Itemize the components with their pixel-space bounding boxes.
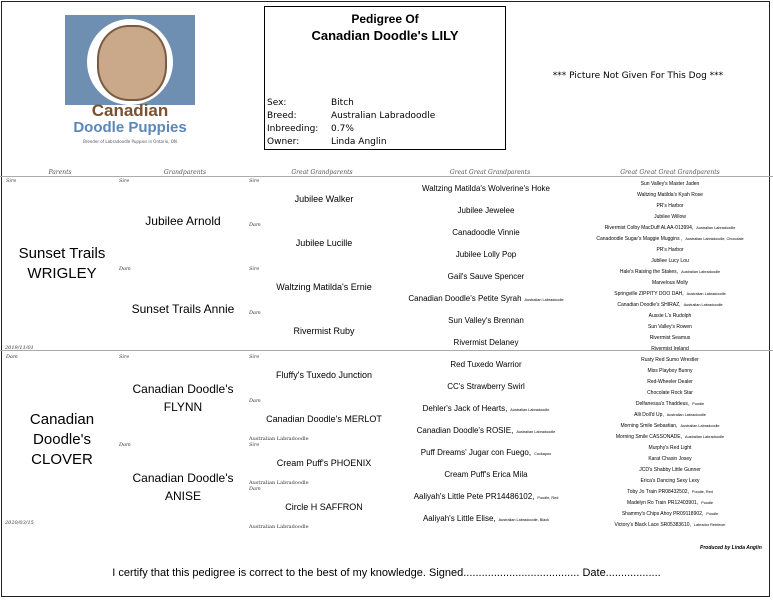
relation-tag: Sire: [249, 266, 260, 272]
grandparent-name: Canadian Doodle's ANISE: [132, 471, 234, 503]
great-great-grandparent-row: [400, 206, 572, 215]
relation-tag: Dam: [249, 398, 261, 404]
great-great-great-grandparent-row: [580, 302, 760, 308]
kennel-logo: [55, 5, 205, 155]
great-great-great-grandparent-name: Victory's Black Lace SR05383610,: [614, 522, 691, 528]
great-great-great-grandparent-row: [580, 258, 760, 264]
great-great-great-grandparent-row: [580, 280, 760, 286]
great-great-great-grandparent-row: [580, 368, 760, 374]
relation-tag: Sire: [6, 178, 17, 184]
great-grandparent-name: Rivermist Ruby: [293, 326, 355, 336]
relation-tag: Sire: [249, 442, 260, 448]
great-great-grandparent-name: Cream Puff's Erica Mila: [444, 470, 528, 479]
great-great-grandparent-row: [400, 228, 572, 237]
great-great-great-grandparent-row: [580, 445, 760, 451]
relation-tag: Sire: [249, 354, 260, 360]
header-parents: Parents: [48, 169, 72, 176]
great-great-grandparent-name: Puff Dreams' Jugar con Fuego,: [420, 448, 532, 457]
relation-tag: Sire: [119, 354, 130, 360]
breed-value: Australian Labradoodle: [331, 111, 436, 121]
breed-annotation: Australian Labradoodle, Chocolate: [685, 237, 744, 241]
great-great-great-grandparent-row: [580, 324, 760, 330]
breed-annotation: Australian Labradoodle: [686, 292, 726, 296]
great-great-great-grandparent-name: PR's Harbor: [656, 247, 684, 253]
header-great-great-grandparents: Great Great Grandparents: [449, 169, 531, 176]
relation-tag: Dam: [119, 266, 131, 272]
breed-note: Australian Labradoodle: [249, 524, 309, 530]
logo-tagline: Breeder of Labradoodle Puppies in Ontario, ON: [83, 139, 177, 144]
great-great-grandparent-row: [400, 382, 572, 391]
great-great-grandparent-row: [400, 250, 572, 259]
great-great-great-grandparent-name: PR's Harbor: [656, 203, 684, 209]
breed-annotation: Australian Labradoodle: [683, 303, 723, 307]
great-grandparent-name: Circle H SAFFRON: [285, 502, 363, 512]
great-great-great-grandparent-name: Rivermist Seamus: [649, 335, 691, 341]
great-great-grandparent-row: [400, 272, 572, 281]
great-great-great-grandparent-name: Aussie L's Rudolph: [648, 313, 692, 319]
great-great-grandparent-name: Dehler's Jack of Hearts,: [422, 404, 508, 413]
relation-tag: Sire: [119, 178, 130, 184]
great-grandparent-name: Canadian Doodle's MERLOT: [266, 414, 382, 424]
breed-note: Australian Labradoodle: [249, 436, 309, 442]
grandparent-name: Sunset Trails Annie: [131, 302, 235, 316]
great-great-grandparent-row: [400, 316, 572, 325]
great-great-grandparent-name: Canadoodle Vinnie: [452, 228, 520, 237]
great-great-great-grandparent-row: [580, 346, 760, 352]
great-grandparent-name: Waltzing Matilda's Ernie: [276, 282, 372, 292]
inbreeding-label: Inbreeding:: [267, 124, 319, 134]
great-great-grandparent-row: [400, 294, 572, 303]
great-great-great-grandparent-row: [580, 401, 760, 407]
great-great-great-grandparent-row: [580, 335, 760, 341]
breed-label: Breed:: [267, 111, 297, 121]
breed-annotation: Australian Labradoodle: [696, 226, 736, 230]
grandparent-name: Canadian Doodle's FLYNN: [132, 382, 234, 414]
great-great-grandparent-name: Aaliyah's Little Pete PR14486102,: [413, 492, 535, 501]
great-great-great-grandparent-row: [580, 214, 760, 220]
great-great-great-grandparent-name: Waltzing Matilda's Kyah Rose: [637, 192, 703, 198]
breed-annotation: Poodle, Red: [691, 490, 713, 494]
great-great-grandparent-name: Jubilee Lolly Pop: [455, 250, 517, 259]
great-great-great-grandparent-name: Murphy's Red Light: [648, 445, 692, 451]
great-great-great-grandparent-name: Morning Smile CASSONADE,: [615, 434, 683, 440]
produced-by: Produced by Linda Anglin: [700, 545, 762, 551]
no-picture-note: *** Picture Not Given For This Dog ***: [552, 71, 724, 81]
breed-note: Australian Labradoodle: [249, 480, 309, 486]
great-great-grandparent-name: Jubilee Jewelee: [457, 206, 515, 215]
great-great-grandparent-row: [400, 184, 572, 193]
breed-annotation: Australian Labradoodle: [666, 413, 706, 417]
great-great-grandparent-row: [400, 404, 572, 413]
owner-label: Owner:: [267, 137, 300, 147]
breed-annotation: Australian Labradoodle: [516, 430, 556, 434]
relation-tag: Dam: [119, 442, 131, 448]
breed-annotation: Poodle, Red: [537, 496, 559, 500]
title-line1: Pedigree Of: [351, 12, 419, 26]
great-grandparent-name: Jubilee Walker: [294, 194, 354, 204]
great-great-great-grandparent-row: [580, 500, 760, 506]
great-great-great-grandparent-row: [580, 181, 760, 187]
great-great-grandparent-row: [400, 360, 572, 369]
great-great-great-grandparent-row: [580, 236, 760, 242]
relation-tag: Dam: [249, 310, 261, 316]
great-great-great-grandparent-name: Morning Smile Sebastian,: [620, 423, 678, 429]
great-great-great-grandparent-name: Toby Jo Train PR08432502,: [627, 489, 689, 495]
great-great-great-grandparent-name: Chocolate Rock Star: [647, 390, 693, 396]
great-great-great-grandparent-name: Springville ZIPPITY DOO DAH,: [614, 291, 684, 297]
great-great-great-grandparent-row: [580, 225, 760, 231]
title-line2: Canadian Doodle's LILY: [311, 28, 459, 43]
great-great-grandparent-name: Canadian Doodle's Petite Syrah: [408, 294, 522, 303]
certification-line: I certify that this pedigree is correct to the best of my knowledge. Signed...................................... Date..................: [112, 567, 661, 579]
great-great-great-grandparent-name: Hale's Raising the Stakes,: [619, 269, 679, 275]
great-great-grandparent-name: Rivermist Delaney: [453, 338, 519, 347]
great-great-great-grandparent-name: Canadian Doodle's SHIRAZ,: [617, 302, 681, 308]
breed-annotation: Australian Labradoodle, Black: [498, 518, 550, 522]
great-great-great-grandparent-name: Sun Valley's Rowen: [648, 324, 692, 330]
great-great-great-grandparent-name: Jubilee Willow: [654, 214, 686, 220]
birth-date: 2019/11/01: [5, 345, 34, 351]
great-great-great-grandparent-row: [580, 434, 760, 440]
great-great-grandparent-row: [400, 492, 572, 501]
great-great-grandparent-row: [400, 426, 572, 435]
breed-annotation: Poodle: [701, 501, 713, 505]
great-great-grandparent-name: Sun Valley's Brennan: [448, 316, 524, 325]
great-great-grandparent-name: Canadian Doodle's ROSIE,: [416, 426, 514, 435]
great-great-great-grandparent-name: Rusty Red Sumo Wrestler: [641, 357, 699, 363]
section-divider: [0, 176, 773, 177]
inbreeding-value: 0.7%: [331, 124, 354, 134]
great-great-great-grandparent-row: [580, 192, 760, 198]
great-great-grandparent-name: Gail's Sauve Spencer: [447, 272, 525, 281]
great-grandparent-name: Jubilee Lucille: [295, 238, 353, 248]
parent-name: Sunset Trails WRIGLEY: [18, 245, 106, 282]
great-great-great-grandparent-name: Jubilee Lucy Lou: [651, 258, 689, 264]
great-great-great-grandparent-name: Canadoodle Sugar's Maggie Muggins ,: [596, 236, 683, 242]
great-great-great-grandparent-name: Sun Valley's Master Jaden: [640, 181, 700, 187]
great-great-grandparent-name: Waltzing Matilda's Wolverine's Hoke: [422, 184, 550, 193]
great-great-grandparent-row: [400, 470, 572, 479]
breed-annotation: Australian Labradoodle: [680, 424, 720, 428]
great-great-great-grandparent-name: Delfanessa's Thaddeus,: [635, 401, 690, 407]
great-great-great-grandparent-name: Red-Wheeler Dealer: [647, 379, 693, 385]
great-great-great-grandparent-row: [580, 456, 760, 462]
great-great-great-grandparent-name: Rivermist Colby MacDuff ALAA-013994,: [604, 225, 694, 231]
great-great-grandparent-name: Red Tuxedo Warrior: [450, 360, 522, 369]
great-great-great-grandparent-row: [580, 247, 760, 253]
breed-annotation: Poodle: [706, 512, 719, 516]
great-great-great-grandparent-name: Shammy's Chips Ahoy PR09118902,: [621, 511, 704, 517]
great-great-great-grandparent-name: Rivermist Ireland: [651, 346, 689, 352]
great-great-great-grandparent-name: Erica's Dancing Sexy Lexy: [640, 478, 700, 484]
great-great-great-grandparent-row: [580, 203, 760, 209]
great-great-great-grandparent-row: [580, 522, 760, 528]
great-great-great-grandparent-name: Alli Doll'd Up,: [634, 412, 664, 418]
great-great-great-grandparent-row: [580, 390, 760, 396]
great-great-great-grandparent-row: [580, 467, 760, 473]
breed-annotation: Australian Labradoodle: [524, 298, 564, 302]
owner-value: Linda Anglin: [331, 137, 387, 147]
breed-annotation: Australian Labradoodle: [685, 435, 725, 439]
great-grandparent-name: Cream Puff's PHOENIX: [276, 458, 372, 468]
great-great-great-grandparent-row: [580, 291, 760, 297]
great-great-great-grandparent-row: [580, 412, 760, 418]
breed-annotation: Australian Labradoodle: [681, 270, 721, 274]
great-great-great-grandparent-name: Miss Playboy Bunny: [647, 368, 693, 374]
great-great-great-grandparent-name: Marvelous Molly: [651, 280, 689, 286]
great-great-grandparent-name: CC's Strawberry Swirl: [447, 382, 525, 391]
parent-name: Canadian Doodle's CLOVER: [29, 411, 95, 468]
logo-line2: Doodle Puppies: [73, 119, 187, 136]
breed-annotation: Poodle: [692, 402, 705, 406]
great-great-great-grandparent-name: Karat Chasin Josey: [648, 456, 692, 462]
great-grandparent-name: Fluffy's Tuxedo Junction: [275, 370, 373, 380]
relation-tag: Dam: [6, 354, 18, 360]
great-great-grandparent-row: [400, 338, 572, 347]
great-great-grandparent-row: [400, 448, 572, 457]
great-great-great-grandparent-row: [580, 489, 760, 495]
great-great-grandparent-row: [400, 514, 572, 523]
relation-tag: Dam: [249, 486, 261, 492]
great-great-great-grandparent-row: [580, 379, 760, 385]
breed-annotation: Labrador Retriever: [693, 523, 726, 527]
breed-annotation: Cockapoo: [534, 452, 552, 456]
great-great-great-grandparent-row: [580, 313, 760, 319]
sex-label: Sex:: [267, 98, 287, 108]
sex-value: Bitch: [331, 98, 354, 108]
great-great-great-grandparent-row: [580, 357, 760, 363]
great-great-great-grandparent-row: [580, 269, 760, 275]
breed-annotation: Australian Labradoodle: [510, 408, 550, 412]
relation-tag: Dam: [249, 222, 261, 228]
grandparent-name: Jubilee Arnold: [145, 214, 221, 228]
logo-line1: Canadian: [91, 101, 169, 120]
great-great-great-grandparent-name: Madelyn Ro Train PR12403901,: [627, 500, 699, 506]
header-great-grandparents: Great Grandparents: [291, 169, 353, 176]
birth-date: 2020/03/15: [5, 520, 34, 526]
great-great-great-grandparent-name: JCD's Shabby Little Gunner: [639, 467, 701, 473]
dog-face-icon: [97, 25, 167, 101]
great-great-great-grandparent-row: [580, 478, 760, 484]
relation-tag: Sire: [249, 178, 260, 184]
great-great-grandparent-name: Aaliyah's Little Elise,: [422, 514, 496, 523]
pedigree-title-box: [264, 6, 506, 150]
great-great-great-grandparent-row: [580, 511, 760, 517]
header-great-great-great-grandparents: Great Great Great Grandparents: [620, 169, 720, 176]
great-great-great-grandparent-row: [580, 423, 760, 429]
header-grandparents: Grandparents: [163, 169, 207, 176]
